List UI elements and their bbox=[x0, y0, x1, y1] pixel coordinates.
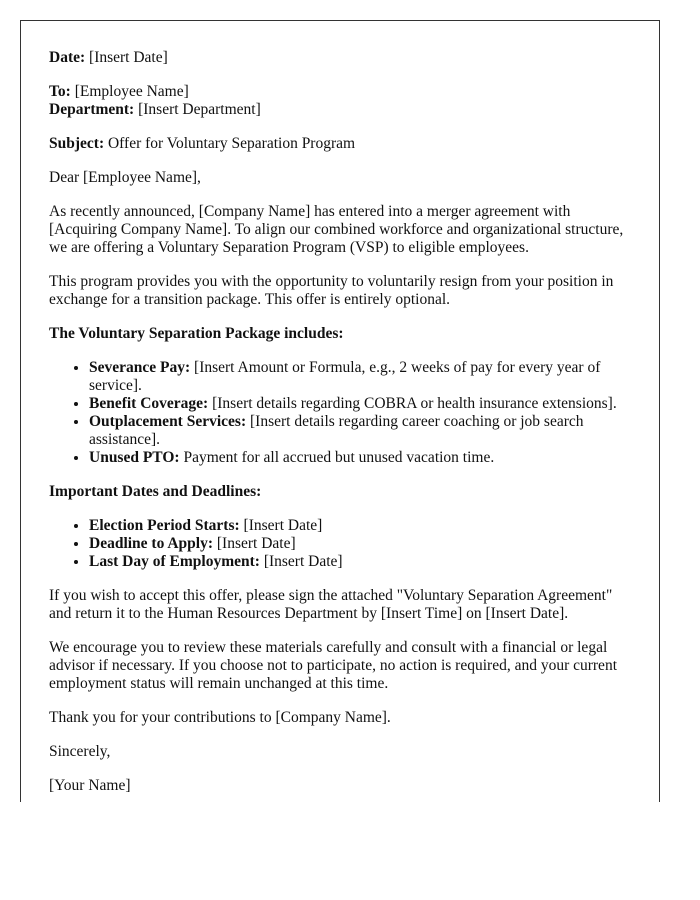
date-item-last-day bbox=[89, 553, 631, 571]
date-label: Date: bbox=[49, 49, 86, 66]
item-text: [Insert Date] bbox=[263, 553, 343, 570]
item-text: [Insert Date] bbox=[243, 517, 323, 534]
to-label: To: bbox=[49, 83, 71, 100]
item-label: Outplacement Services: bbox=[89, 413, 247, 430]
closing: Sincerely, bbox=[49, 743, 111, 760]
dates-heading: Important Dates and Deadlines: bbox=[49, 483, 262, 500]
package-item-outplacement bbox=[89, 413, 631, 449]
date-item-deadline bbox=[89, 535, 631, 553]
item-label: Severance Pay: bbox=[89, 359, 191, 376]
to-value: [Employee Name] bbox=[74, 83, 189, 100]
subject-label: Subject: bbox=[49, 135, 105, 152]
recipient-block bbox=[49, 83, 631, 119]
advice-paragraph: We encourage you to review these materials carefully and consult with a financial or legal advisor if necessary. If you choose not to participate, no action is required, and your current employment status will remain unchanged at this time. bbox=[49, 639, 617, 692]
item-label: Deadline to Apply: bbox=[89, 535, 214, 552]
package-item-pto bbox=[89, 449, 631, 467]
item-label: Election Period Starts: bbox=[89, 517, 240, 534]
signature: [Your Name] bbox=[49, 777, 131, 794]
acceptance-paragraph: If you wish to accept this offer, please sign the attached "Voluntary Separation Agreement" and return it to the Human Resources Department by [Insert Time] on [Insert Date]. bbox=[49, 587, 613, 622]
subject-line bbox=[49, 135, 631, 153]
date-value: [Insert Date] bbox=[89, 49, 168, 66]
department-label: Department: bbox=[49, 101, 135, 118]
letter-document bbox=[20, 20, 660, 802]
item-label: Last Day of Employment: bbox=[89, 553, 260, 570]
department-value: [Insert Department] bbox=[138, 101, 261, 118]
salutation: Dear [Employee Name], bbox=[49, 169, 201, 186]
date-line bbox=[49, 49, 631, 67]
date-item-election-start bbox=[89, 517, 631, 535]
item-text: [Insert details regarding COBRA or health insurance extensions]. bbox=[212, 395, 617, 412]
item-text: [Insert details regarding career coaching or job search assistance]. bbox=[89, 413, 584, 448]
dates-list bbox=[49, 517, 631, 571]
subject-value: Offer for Voluntary Separation Program bbox=[107, 135, 356, 152]
item-text: Payment for all accrued but unused vacation time. bbox=[183, 449, 495, 466]
item-text: [Insert Date] bbox=[216, 535, 296, 552]
item-label: Unused PTO: bbox=[89, 449, 180, 466]
package-item-benefits bbox=[89, 395, 631, 413]
package-item-severance bbox=[89, 359, 631, 395]
package-heading: The Voluntary Separation Package includes: bbox=[49, 325, 344, 342]
intro-paragraph: As recently announced, [Company Name] has entered into a merger agreement with [Acquiring Company Name]. To align our combined workforce and organizational structure, we are offering a Voluntary Separation Program (VSP) to eligible employees. bbox=[49, 203, 624, 256]
package-list bbox=[49, 359, 631, 467]
item-label: Benefit Coverage: bbox=[89, 395, 209, 412]
item-text: [Insert Amount or Formula, e.g., 2 weeks of pay for every year of service]. bbox=[89, 359, 601, 394]
thanks-paragraph: Thank you for your contributions to [Company Name]. bbox=[49, 709, 391, 726]
program-paragraph: This program provides you with the opportunity to voluntarily resign from your position in exchange for a transition package. This offer is entirely optional. bbox=[49, 273, 614, 308]
